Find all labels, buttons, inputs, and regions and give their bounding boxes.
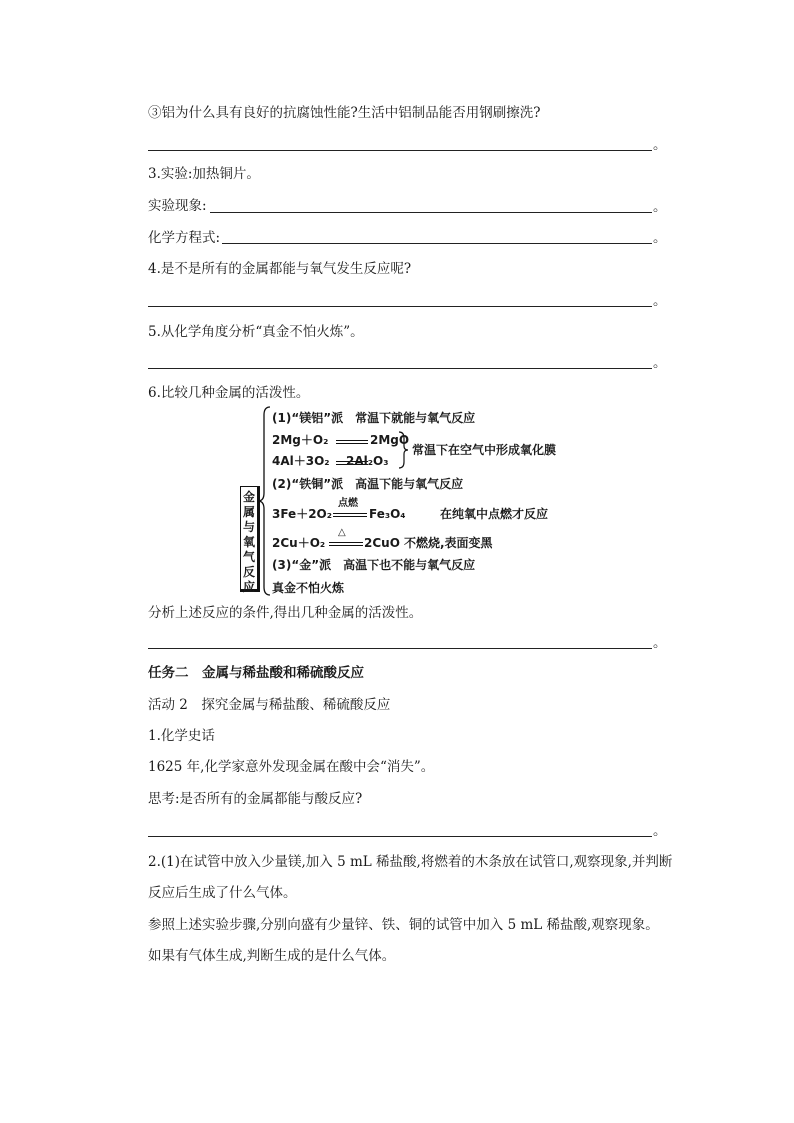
item-6: 6.比较几种金属的活泼性。 (148, 385, 310, 401)
history-text: 1625 年,化学家意外发现金属在酸中会“消失”。 (148, 759, 435, 775)
equation-answer-line[interactable] (222, 243, 652, 244)
equation-label: 化学方程式: (148, 230, 221, 246)
equals-sign (329, 542, 363, 546)
item-4: 4.是不是所有的金属都能与氧气发生反应呢? (148, 261, 412, 277)
question-3: ③铝为什么具有良好的抗腐蚀性能?生活中铝制品能否用钢刷擦洗? (148, 105, 541, 121)
eq-cu-condition: △ (338, 527, 346, 538)
task-2-title: 任务二 金属与稀盐酸和稀硫酸反应 (148, 665, 364, 681)
answer-line[interactable] (148, 150, 652, 151)
paragraph-3-line-2: 如果有气体生成,判断生成的是什么气体。 (148, 948, 396, 964)
diagram-line-1: (1)“镁铝”派 常温下就能与氧气反应 (272, 411, 476, 425)
eq-al-right: 2Al₂O₃ (346, 454, 389, 468)
eq-fe-right: Fe₃O₄ (369, 507, 406, 521)
period: 。 (653, 823, 667, 839)
diagram-line-4: 真金不怕火炼 (272, 581, 345, 595)
equals-sign (336, 440, 368, 444)
eq-fe-left: 3Fe＋2O₂ (272, 507, 333, 521)
period: 。 (653, 199, 667, 215)
answer-line[interactable] (148, 836, 652, 837)
eq-fe-condition: 点燃 (338, 498, 358, 509)
paragraph-2-line-2: 反应后生成了什么气体。 (148, 885, 297, 901)
activity-2: 活动 2 探究金属与稀盐酸、稀硫酸反应 (148, 697, 391, 713)
eq-cu-left: 2Cu＋O₂ (272, 536, 326, 550)
diagram-side-label: 金 属 与 氧 气 反 应 (240, 486, 260, 592)
diagram-line-3: (3)“金”派 高温下也不能与氧气反应 (272, 558, 476, 572)
equals-sign (333, 513, 367, 517)
period: 。 (653, 355, 667, 371)
eq-mg-right: 2MgO (370, 433, 410, 447)
analysis-prompt: 分析上述反应的条件,得出几种金属的活泼性。 (148, 605, 423, 621)
think-question: 思考:是否所有的金属都能与酸反应? (148, 791, 363, 807)
answer-line[interactable] (148, 306, 652, 307)
period: 。 (653, 230, 667, 246)
eq-al-left: 4Al＋3O₂ (272, 454, 330, 468)
phenomenon-label: 实验现象: (148, 198, 207, 214)
diagram-line-2: (2)“铁铜”派 高温下能与氧气反应 (272, 477, 464, 491)
history-title: 1.化学史话 (148, 728, 215, 744)
period: 。 (653, 635, 667, 651)
eq-fe-note: 在纯氧中点燃才反应 (440, 507, 549, 521)
answer-line[interactable] (148, 368, 652, 369)
item-3: 3.实验:加热铜片。 (148, 166, 260, 182)
eq-mg-left: 2Mg＋O₂ (272, 433, 329, 447)
eq-cu-note: 不燃烧,表面变黑 (404, 536, 493, 550)
eq-cu-right: 2CuO (364, 536, 400, 550)
period: 。 (653, 293, 667, 309)
item-5: 5.从化学角度分析“真金不怕火炼”。 (148, 324, 364, 340)
film-note: 常温下在空气中形成氧化膜 (412, 443, 557, 457)
answer-line[interactable] (148, 648, 652, 649)
paragraph-2-line-1: 2.(1)在试管中放入少量镁,加入 5 mL 稀盐酸,将燃着的木条放在试管口,观察现象,并判断 (148, 854, 673, 870)
paragraph-3-line-1: 参照上述实验步骤,分别向盛有少量锌、铁、铜的试管中加入 5 mL 稀盐酸,观察现象。 (148, 917, 659, 933)
phenomenon-answer-line[interactable] (210, 212, 652, 213)
period: 。 (653, 137, 667, 153)
